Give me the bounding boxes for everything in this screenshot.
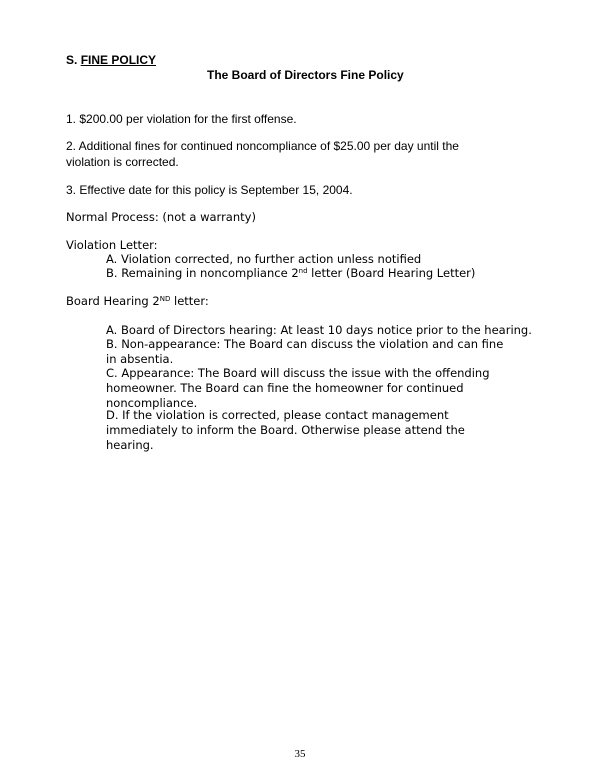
normal-process-text: Normal Process: (not a warranty) bbox=[66, 210, 256, 224]
board-hearing-label bbox=[66, 294, 209, 309]
board-hearing-c: C. Appearance: The Board will discuss the issue with the offending homeowner. The Board can fine the homeowner for continued noncompliance. bbox=[106, 366, 490, 410]
violation-letter-b-superscript: nd bbox=[298, 267, 308, 275]
board-hearing-d: D. If the violation is corrected, please contact management immediately to inform the Board. Otherwise please attend the hearing. bbox=[106, 408, 465, 452]
policy-item-3: 3. Effective date for this policy is September 15, 2004. bbox=[66, 183, 353, 197]
page-number: 35 bbox=[294, 748, 306, 760]
section-heading bbox=[66, 53, 156, 67]
board-hearing-label-rest: letter: bbox=[170, 294, 209, 308]
policy-item-2: 2. Additional fines for continued noncompliance of $25.00 per day until the violation is corrected. bbox=[66, 139, 459, 169]
board-hearing-b: B. Non-appearance: The Board can discuss the violation and can fine in absentia. bbox=[106, 337, 504, 366]
section-letter: S. bbox=[66, 53, 78, 67]
violation-letter-b-text: B. Remaining in noncompliance 2 bbox=[106, 266, 299, 280]
violation-letter-b-rest: letter (Board Hearing Letter) bbox=[307, 266, 476, 280]
section-title: FINE POLICY bbox=[80, 53, 157, 67]
policy-item-1: 1. $200.00 per violation for the first offense. bbox=[66, 112, 297, 126]
violation-letter-label: Violation Letter: bbox=[66, 238, 158, 252]
violation-letter-b bbox=[106, 266, 475, 281]
board-hearing-superscript: ND bbox=[159, 295, 171, 303]
page-title: The Board of Directors Fine Policy bbox=[207, 68, 404, 82]
violation-letter-a: A. Violation corrected, no further action unless notified bbox=[106, 252, 422, 266]
board-hearing-a: A. Board of Directors hearing: At least 10 days notice prior to the hearing. bbox=[106, 323, 532, 337]
board-hearing-label-text: Board Hearing 2 bbox=[66, 294, 160, 308]
